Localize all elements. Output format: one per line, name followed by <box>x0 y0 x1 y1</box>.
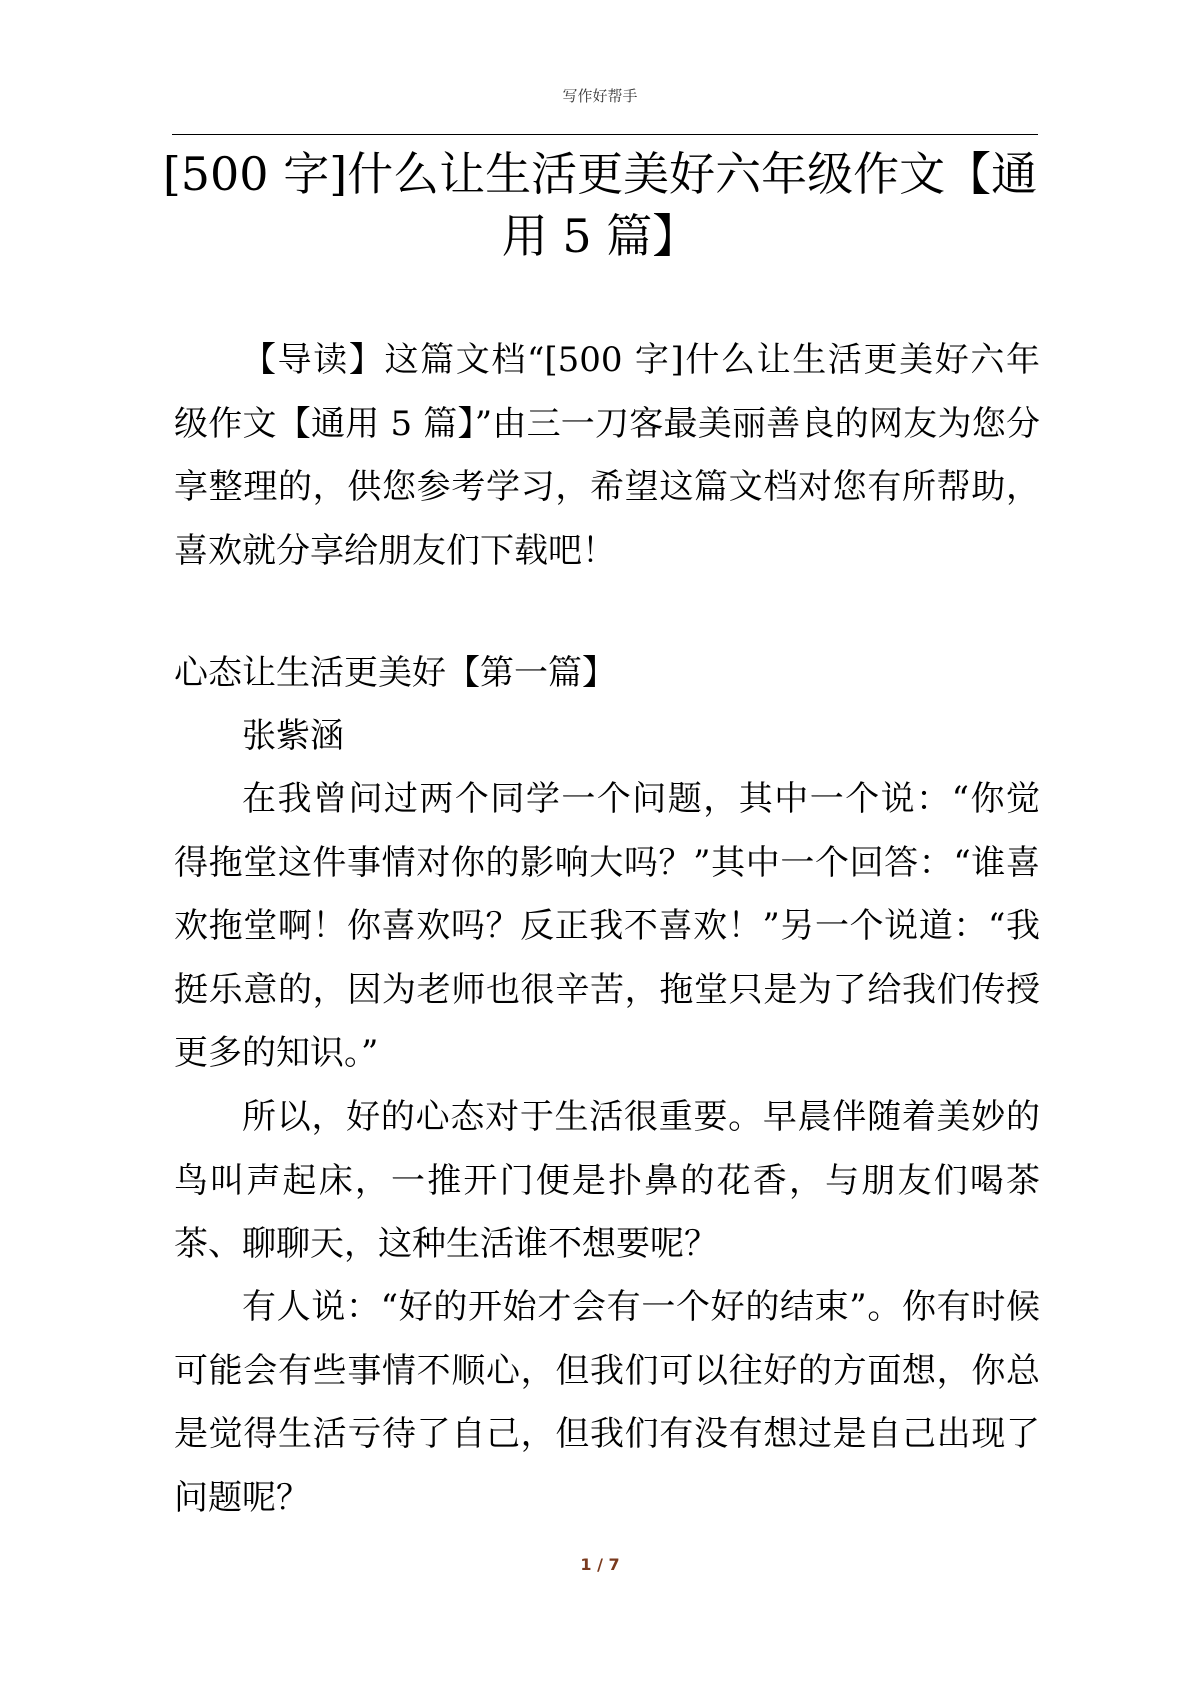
intro-paragraph: 【导读】这篇文档“[500 字]什么让生活更美好六年级作文【通用 5 篇】”由三一刀客最美丽善良的网友为您分享整理的，供您参考学习，希望这篇文档对您有所帮助，喜欢就分享给朋友们下载吧！ <box>174 340 1040 571</box>
header-divider <box>172 134 1038 135</box>
body-paragraph: 有人说：“好的开始才会有一个好的结束”。你有时候可能会有些事情不顺心，但我们可以往好的方面想，你总是觉得生活亏待了自己，但我们有没有想过是自己出现了问题呢？ <box>174 1287 1040 1518</box>
document-title: [500 字]什么让生活更美好六年级作文【通用 5 篇】 <box>162 147 1038 263</box>
page-header: 写作好帮手 <box>562 87 638 105</box>
page-number: 1 / 7 <box>580 1555 620 1574</box>
author-name: 张紫涵 <box>242 716 344 756</box>
section-heading: 心态让生活更美好【第一篇】 <box>174 653 616 693</box>
body-paragraph: 在我曾问过两个同学一个问题，其中一个说：“你觉得拖堂这件事情对你的影响大吗？”其中一个回答：“谁喜欢拖堂啊！你喜欢吗？反正我不喜欢！”另一个说道：“我挺乐意的，因为老师也很辛苦，拖堂只是为了给我们传授更多的知识。” <box>174 779 1040 1073</box>
body-paragraph: 所以，好的心态对于生活很重要。早晨伴随着美妙的鸟叫声起床，一推开门便是扑鼻的花香，与朋友们喝茶茶、聊聊天，这种生活谁不想要呢？ <box>174 1097 1040 1264</box>
